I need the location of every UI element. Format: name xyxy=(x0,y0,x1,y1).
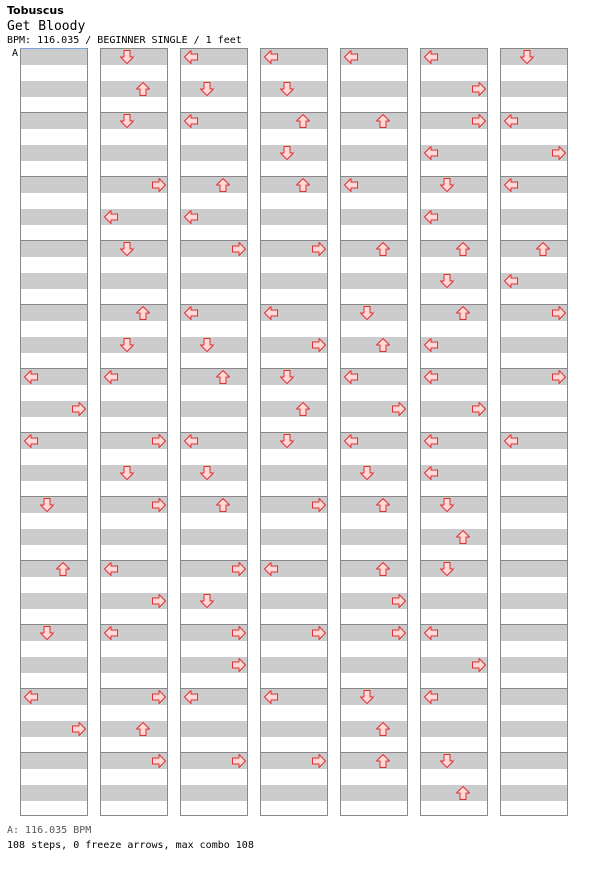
step-arrow-right-icon xyxy=(231,625,247,641)
step-arrow-right-icon xyxy=(151,497,167,513)
beat-stripe xyxy=(21,785,87,801)
step-arrow-right-icon xyxy=(311,497,327,513)
step-arrow-right-icon xyxy=(71,401,87,417)
step-arrow-left-icon xyxy=(183,113,199,129)
beat-stripe xyxy=(101,305,167,321)
step-arrow-left-icon xyxy=(423,337,439,353)
measure-line xyxy=(501,752,567,753)
step-arrow-left-icon xyxy=(103,561,119,577)
step-arrow-left-icon xyxy=(183,305,199,321)
beat-stripe xyxy=(181,785,247,801)
step-arrow-up-icon xyxy=(455,529,471,545)
step-arrow-right-icon xyxy=(311,241,327,257)
step-arrow-right-icon xyxy=(151,753,167,769)
beat-stripe xyxy=(261,657,327,673)
step-arrow-down-icon xyxy=(119,337,135,353)
beat-stripe xyxy=(21,337,87,353)
beat-stripe xyxy=(21,593,87,609)
step-arrow-right-icon xyxy=(231,561,247,577)
beat-stripe xyxy=(181,497,247,513)
beat-stripe xyxy=(181,401,247,417)
step-arrow-left-icon xyxy=(103,369,119,385)
measure-line xyxy=(21,176,87,177)
step-arrow-up-icon xyxy=(295,177,311,193)
step-arrow-down-icon xyxy=(119,113,135,129)
step-arrow-left-icon xyxy=(423,465,439,481)
step-arrow-right-icon xyxy=(471,113,487,129)
measure-line xyxy=(341,560,407,561)
step-arrow-up-icon xyxy=(455,241,471,257)
chart-column xyxy=(340,48,408,816)
step-arrow-up-icon xyxy=(295,113,311,129)
step-arrow-up-icon xyxy=(375,497,391,513)
step-arrow-right-icon xyxy=(151,689,167,705)
beat-stripe xyxy=(341,113,407,129)
step-arrow-down-icon xyxy=(439,753,455,769)
beat-stripe xyxy=(21,273,87,289)
step-arrow-left-icon xyxy=(343,177,359,193)
step-arrow-left-icon xyxy=(423,49,439,65)
step-arrow-up-icon xyxy=(135,305,151,321)
beat-stripe xyxy=(101,401,167,417)
beat-stripe xyxy=(21,241,87,257)
step-arrow-down-icon xyxy=(279,369,295,385)
step-arrow-up-icon xyxy=(135,721,151,737)
measure-line xyxy=(21,112,87,113)
beat-stripe xyxy=(501,497,567,513)
beat-stripe xyxy=(181,273,247,289)
step-arrow-left-icon xyxy=(503,433,519,449)
beat-stripe xyxy=(341,145,407,161)
step-arrow-right-icon xyxy=(471,657,487,673)
measure-line xyxy=(21,560,87,561)
step-arrow-right-icon xyxy=(551,369,567,385)
step-arrow-left-icon xyxy=(503,273,519,289)
measure-line xyxy=(181,368,247,369)
chart-column xyxy=(20,48,88,816)
beat-stripe xyxy=(501,689,567,705)
step-arrow-up-icon xyxy=(135,81,151,97)
beat-stripe xyxy=(181,177,247,193)
step-arrow-right-icon xyxy=(231,241,247,257)
step-arrow-down-icon xyxy=(359,465,375,481)
step-arrow-down-icon xyxy=(439,273,455,289)
beat-stripe xyxy=(421,721,487,737)
beat-stripe xyxy=(261,113,327,129)
measure-line xyxy=(421,240,487,241)
beat-stripe xyxy=(261,721,327,737)
step-arrow-right-icon xyxy=(391,625,407,641)
beat-stripe xyxy=(421,785,487,801)
step-arrow-right-icon xyxy=(231,753,247,769)
measure-line xyxy=(501,560,567,561)
beat-stripe xyxy=(261,177,327,193)
step-arrow-up-icon xyxy=(375,337,391,353)
beat-stripe xyxy=(261,273,327,289)
beat-stripe xyxy=(21,145,87,161)
beat-stripe xyxy=(261,593,327,609)
measure-line xyxy=(181,176,247,177)
beat-stripe xyxy=(261,465,327,481)
beat-stripe xyxy=(501,81,567,97)
bpm-marker-label: A xyxy=(12,48,19,59)
step-arrow-left-icon xyxy=(23,689,39,705)
beat-stripe xyxy=(101,721,167,737)
step-arrow-down-icon xyxy=(279,433,295,449)
step-arrow-left-icon xyxy=(343,49,359,65)
beat-stripe xyxy=(501,209,567,225)
step-arrow-left-icon xyxy=(423,209,439,225)
step-arrow-right-icon xyxy=(391,593,407,609)
step-arrow-left-icon xyxy=(423,625,439,641)
step-arrow-left-icon xyxy=(183,433,199,449)
step-arrow-left-icon xyxy=(423,433,439,449)
measure-line xyxy=(261,112,327,113)
step-arrow-down-icon xyxy=(39,625,55,641)
chart-column xyxy=(260,48,328,816)
footer-stats: 108 steps, 0 freeze arrows, max combo 108 xyxy=(7,840,254,851)
step-arrow-up-icon xyxy=(55,561,71,577)
step-arrow-up-icon xyxy=(215,177,231,193)
beat-stripe xyxy=(101,145,167,161)
beat-stripe xyxy=(21,465,87,481)
step-arrow-right-icon xyxy=(71,721,87,737)
measure-line xyxy=(341,752,407,753)
beat-stripe xyxy=(341,241,407,257)
beat-stripe xyxy=(421,305,487,321)
beat-stripe xyxy=(421,241,487,257)
beat-stripe xyxy=(261,401,327,417)
step-arrow-left-icon xyxy=(183,209,199,225)
bpm-change-line xyxy=(20,48,86,49)
step-arrow-up-icon xyxy=(375,753,391,769)
step-arrow-up-icon xyxy=(295,401,311,417)
measure-line xyxy=(21,240,87,241)
step-arrow-left-icon xyxy=(263,561,279,577)
step-arrow-up-icon xyxy=(455,305,471,321)
chart-column xyxy=(100,48,168,816)
beat-stripe xyxy=(501,337,567,353)
beat-stripe xyxy=(21,657,87,673)
step-arrow-down-icon xyxy=(439,561,455,577)
step-arrow-down-icon xyxy=(359,305,375,321)
beat-stripe xyxy=(501,625,567,641)
measure-line xyxy=(21,304,87,305)
step-arrow-right-icon xyxy=(551,305,567,321)
beat-stripe xyxy=(21,753,87,769)
step-arrow-down-icon xyxy=(199,593,215,609)
beat-stripe xyxy=(181,145,247,161)
beat-stripe xyxy=(21,113,87,129)
beat-stripe xyxy=(501,465,567,481)
step-arrow-right-icon xyxy=(551,145,567,161)
beat-stripe xyxy=(341,529,407,545)
step-arrow-up-icon xyxy=(535,241,551,257)
measure-line xyxy=(501,496,567,497)
beat-stripe xyxy=(181,369,247,385)
beat-stripe xyxy=(341,657,407,673)
song-title: Get Bloody xyxy=(7,19,86,34)
measure-line xyxy=(261,176,327,177)
step-arrow-down-icon xyxy=(199,465,215,481)
step-arrow-left-icon xyxy=(423,369,439,385)
artist-name: Tobuscus xyxy=(7,4,64,17)
beat-stripe xyxy=(501,561,567,577)
beat-stripe xyxy=(261,529,327,545)
beat-stripe xyxy=(21,305,87,321)
step-arrow-down-icon xyxy=(439,177,455,193)
step-arrow-right-icon xyxy=(151,177,167,193)
beat-stripe xyxy=(101,273,167,289)
beat-stripe xyxy=(261,209,327,225)
step-arrow-down-icon xyxy=(199,337,215,353)
step-arrow-up-icon xyxy=(215,369,231,385)
beat-stripe xyxy=(501,401,567,417)
step-arrow-left-icon xyxy=(263,689,279,705)
beat-stripe xyxy=(101,785,167,801)
beat-stripe xyxy=(261,785,327,801)
step-arrow-down-icon xyxy=(199,81,215,97)
step-arrow-left-icon xyxy=(263,49,279,65)
step-arrow-down-icon xyxy=(119,49,135,65)
chart-column xyxy=(500,48,568,816)
step-arrow-right-icon xyxy=(151,433,167,449)
step-arrow-down-icon xyxy=(39,497,55,513)
step-arrow-left-icon xyxy=(423,689,439,705)
step-arrow-up-icon xyxy=(375,561,391,577)
beat-stripe xyxy=(341,561,407,577)
step-arrow-down-icon xyxy=(519,49,535,65)
step-arrow-left-icon xyxy=(23,433,39,449)
beat-stripe xyxy=(21,81,87,97)
chart-column xyxy=(420,48,488,816)
beat-stripe xyxy=(101,657,167,673)
beat-stripe xyxy=(181,529,247,545)
step-arrow-left-icon xyxy=(263,305,279,321)
step-arrow-left-icon xyxy=(503,177,519,193)
chart-info: BPM: 116.035 / BEGINNER SINGLE / 1 feet xyxy=(7,35,242,46)
beat-stripe xyxy=(501,785,567,801)
step-arrow-right-icon xyxy=(311,337,327,353)
measure-line xyxy=(181,496,247,497)
step-arrow-up-icon xyxy=(215,497,231,513)
beat-stripe xyxy=(341,721,407,737)
beat-stripe xyxy=(341,81,407,97)
step-arrow-down-icon xyxy=(359,689,375,705)
step-arrow-down-icon xyxy=(439,497,455,513)
step-arrow-left-icon xyxy=(103,625,119,641)
beat-stripe xyxy=(101,529,167,545)
beat-stripe xyxy=(501,753,567,769)
step-arrow-left-icon xyxy=(343,369,359,385)
beat-stripe xyxy=(501,529,567,545)
step-arrow-left-icon xyxy=(183,49,199,65)
beat-stripe xyxy=(421,593,487,609)
step-arrow-up-icon xyxy=(375,721,391,737)
beat-stripe xyxy=(501,593,567,609)
step-arrow-left-icon xyxy=(103,209,119,225)
beat-stripe xyxy=(421,529,487,545)
step-arrow-right-icon xyxy=(231,657,247,673)
step-arrow-up-icon xyxy=(375,241,391,257)
step-arrow-down-icon xyxy=(279,145,295,161)
measure-line xyxy=(501,688,567,689)
beat-stripe xyxy=(501,657,567,673)
step-arrow-right-icon xyxy=(391,401,407,417)
step-arrow-left-icon xyxy=(503,113,519,129)
measure-line xyxy=(501,240,567,241)
step-arrow-right-icon xyxy=(471,81,487,97)
step-arrow-right-icon xyxy=(311,625,327,641)
beat-stripe xyxy=(181,721,247,737)
step-arrow-left-icon xyxy=(183,689,199,705)
measure-line xyxy=(101,304,167,305)
beat-stripe xyxy=(101,81,167,97)
step-arrow-left-icon xyxy=(343,433,359,449)
beat-stripe xyxy=(21,561,87,577)
beat-stripe xyxy=(501,241,567,257)
step-arrow-up-icon xyxy=(375,113,391,129)
measure-line xyxy=(341,112,407,113)
footer-bpm: A: 116.035 BPM xyxy=(7,825,92,836)
step-arrow-left-icon xyxy=(23,369,39,385)
beat-stripe xyxy=(21,209,87,225)
measure-line xyxy=(341,496,407,497)
beat-stripe xyxy=(501,721,567,737)
step-arrow-up-icon xyxy=(455,785,471,801)
measure-line xyxy=(21,752,87,753)
beat-stripe xyxy=(21,529,87,545)
beat-stripe xyxy=(21,177,87,193)
beat-stripe xyxy=(341,209,407,225)
beat-stripe xyxy=(341,785,407,801)
step-arrow-left-icon xyxy=(423,145,439,161)
beat-stripe xyxy=(341,337,407,353)
step-arrow-right-icon xyxy=(151,593,167,609)
chart-column xyxy=(180,48,248,816)
measure-line xyxy=(341,240,407,241)
measure-line xyxy=(421,304,487,305)
step-arrow-down-icon xyxy=(119,465,135,481)
step-arrow-right-icon xyxy=(471,401,487,417)
step-arrow-down-icon xyxy=(119,241,135,257)
beat-stripe xyxy=(341,273,407,289)
beat-stripe xyxy=(341,753,407,769)
measure-line xyxy=(501,624,567,625)
beat-stripe xyxy=(21,49,87,65)
beat-stripe xyxy=(341,497,407,513)
step-arrow-right-icon xyxy=(311,753,327,769)
step-arrow-down-icon xyxy=(279,81,295,97)
